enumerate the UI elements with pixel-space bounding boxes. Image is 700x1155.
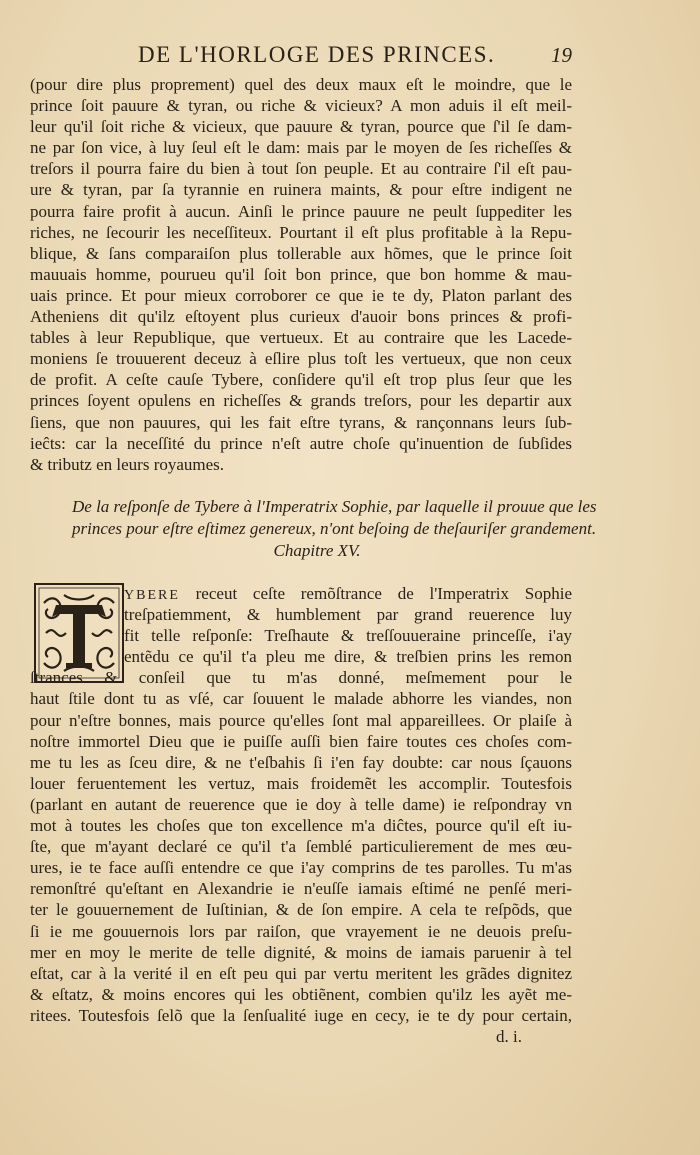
- page-number: 19: [551, 43, 572, 67]
- text-line: leur qu'il ſoit riche & vicieux, que pauure & tyran, pource que ſ'il ſe dam-: [30, 117, 572, 137]
- paragraph-1: [30, 74, 572, 475]
- text-line: moniens ſe trouuerent deceuz à eſlire plus toſt les vertueux, que non ceux: [30, 349, 572, 369]
- text-line: me tu les as ſceu dire, & ne t'eſbahis ſi i'en fay doubte: car nous ſçauons: [30, 752, 572, 772]
- page-header: [0, 42, 700, 72]
- text-line: haut ſtile dont tu as vſé, car ſouuent le malade abhorre les viandes, non: [30, 689, 572, 709]
- chapter-heading: [72, 496, 597, 562]
- text-line: ſte, que m'ayant declaré ce qu'il t'a ſemblé particulierement de mes œu-: [30, 837, 572, 857]
- text-line: treſpatiemment, & humblement par grand reuerence luy: [124, 605, 572, 625]
- paragraph-2: [30, 583, 572, 1026]
- text-line: ures, ie te face auſſi entendre ce que i'ay comprins de tes parolles. Tu m'as: [30, 858, 572, 878]
- text-line: & eſtatz, & moins encores qui les obtiẽnent, combien qu'ilz les ayẽt me-: [30, 984, 572, 1004]
- signature-mark: d. i.: [496, 1027, 522, 1046]
- text-line: (parlant en autant de reuerence que ie doy à telle dame) ie reſpondray vn: [30, 794, 572, 814]
- text-line: treſors il pourra faire du bien à tout ſon peuple. Et au contraire ſ'il eſt pau-: [30, 159, 572, 179]
- text-line: Atheniens dit qu'ilz eſtoyent plus curieux d'auoir bons princes & profi-: [30, 307, 572, 327]
- text-line: ſtrances & conſeil que tu m'as donné, meſmement pour le: [30, 668, 572, 688]
- text-line: & tributz en leurs royaumes.: [30, 454, 225, 474]
- text-line: riches, ne ſecourir les neceſſiteux. Pourtant il eſt plus profitable à la Repu-: [30, 222, 572, 242]
- text-line: tables à leur Republique, que vertueux. Et au contraire que les Lacede-: [30, 328, 572, 348]
- text-line: ritees. Toutesfois ſelõ que la ſenſualité iuge en cecy, ie te dy pour certain,: [30, 1005, 572, 1025]
- text-line: fit telle reſponſe: Treſhaute & treſſouueraine princeſſe, i'ay: [124, 626, 572, 646]
- text-line: ne par ſon vice, à luy ſeul eſt le dam: mais par le moyen de ſes richeſſes &: [30, 138, 572, 158]
- text-line: ſiens, que non pauures, qui les fait eſtre tyrans, & rançonnans leurs ſub-: [30, 412, 572, 432]
- text-line: blique, & ſans comparaiſon plus tollerable aux hõmes, que le prince ſoit: [30, 243, 572, 263]
- text-line: eſtat, car à la verité il en eſt peu qui par vertu meritent les grãdes dignitez: [30, 963, 572, 983]
- chapter-heading-line: De la reſponſe de Tybere à l'Imperatrix Sophie, par laquelle il prouue que les: [72, 497, 597, 516]
- text-line: (pour dire plus proprement) quel des deux maux eſt le moindre, que le: [30, 75, 572, 94]
- chapter-number: Chapitre XV.: [273, 541, 361, 560]
- first-line-text: receut ceſte remõſtrance de l'Imperatrix Sophie: [179, 584, 572, 603]
- text-line: pourra faire profit à aucun. Ainſi le prince pauure ne peult ſuppediter les: [30, 201, 572, 221]
- text-line: ieĉts: car la neceſſité du prince n'eſt autre choſe qu'inuention de ſubſides: [30, 433, 572, 453]
- text-line: mauuais homme, pourueu qu'il ſoit bon prince, que bon homme & mau-: [30, 264, 572, 284]
- text-line: ter le gouuernement de Iuſtinian, & de ſon empire. A cela te reſpõds, que: [30, 900, 572, 920]
- text-line: louer feruentement les vertuz, mais froidemẽt les accomplir. Toutesfois: [30, 773, 572, 793]
- paragraph-2-first-line: [30, 583, 572, 604]
- text-line: pour n'eſtre bonnes, mais pource qu'elles ſont mal appareillees. Or plaiſe à: [30, 710, 572, 730]
- text-line: ſi ie me gouuernois lors par raiſon, que vrayement ie ne deuois preſu-: [30, 921, 572, 941]
- text-line: ure & tyran, par ſa tyrannie en ruinera maints, & pour eſtre indigent ne: [30, 180, 572, 200]
- text-line: mot à toutes les choſes que ton excellence m'a diĉtes, pource qu'il eſt iu-: [30, 816, 572, 836]
- text-line: de profit. A ceſte cauſe Tybere, conſidere qu'il eſt trop plus ſeur que les: [30, 370, 572, 390]
- text-line: prince ſoit pauure & tyran, ou riche & vicieux? A mon aduis il eſt meil-: [30, 96, 572, 116]
- text-line: princes ſoyent opulens en richeſſes & grands treſors, pour les departir aux: [30, 391, 572, 411]
- running-head: DE L'HORLOGE DES PRINCES.: [138, 42, 496, 67]
- text-line: noſtre immortel Dieu que ie puiſſe auſſi bien faire toutes ces choſes com-: [30, 731, 572, 751]
- chapter-heading-line: princes pour eſtre eſtimez genereux, n'ont beſoing de theſauriſer grandement.: [72, 519, 597, 538]
- first-word-small-caps: YBERE: [124, 588, 180, 603]
- text-line: uais prince. Et pour mieux corroborer ce que ie te dy, Platon parlant des: [30, 285, 572, 305]
- text-line: remonſtré qu'eſtant en Alexandrie ie n'euſſe iamais eſtimé ne penſé meri-: [30, 879, 572, 899]
- text-line: entẽdu ce qu'il t'a pleu me dire, & treſbien prins les remon: [124, 647, 572, 667]
- text-line: mer en moy le merite de telle dignité, & moins de iamais paruenir à tel: [30, 942, 572, 962]
